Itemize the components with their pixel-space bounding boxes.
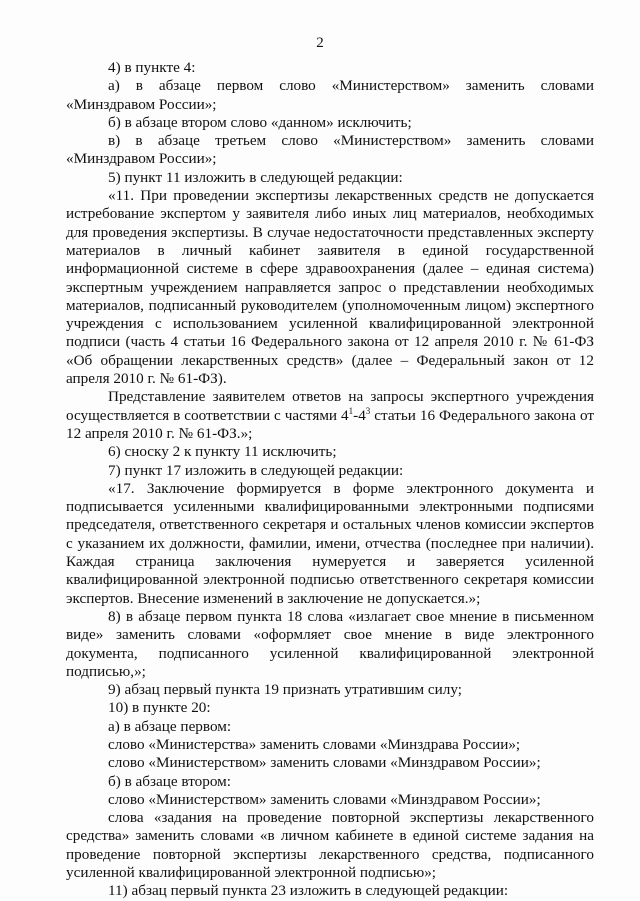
item-4b: б) в абзаце втором слово «данном» исключить;	[108, 113, 412, 131]
page-number: 2	[316, 35, 324, 51]
item-5-heading: 5) пункт 11 изложить в следующей редакции:	[108, 168, 403, 186]
item-11-heading: 11) абзац первый пункта 23 изложить в следующей редакции:	[108, 882, 509, 900]
item-4-heading: 4) в пункте 4:	[108, 59, 196, 76]
superscript: 1	[348, 405, 354, 416]
superscript: 3	[365, 405, 371, 416]
item-9: 9) абзац первый пункта 19 признать утратившим силу;	[108, 681, 462, 699]
item-10a-change-1: слово «Министерства» заменить словами «Минздрава России»;	[108, 735, 521, 753]
item-10a-change-2: слово «Министерством» заменить словами «Минздравом России»;	[108, 754, 541, 772]
item-4c: в) в абзаце третьем слово «Министерством» заменить словами «Минздравом России»;	[66, 132, 594, 168]
item-7-heading: 7) пункт 17 изложить в следующей редакции:	[108, 461, 404, 479]
item-10a: а) в абзаце первом:	[108, 717, 232, 735]
point-11-text: «11. При проведении экспертизы лекарственных средств не допускается истребование экспертом у заявителя либо иных лиц материалов, необходимых для проведения экспертизы. В случае недостаточности представленных эксперту материалов в личный кабинет заявителя в единой государственной информационной системе в сфере здравоохранения (далее – единая система) экспертным учреждением направляется запрос о представлении необходимых материалов, подписанный руководителем (уполномоченным лицом) экспертного учреждения с использованием усиленной квалифицированной электронной подписи (часть 4 статьи 16 Федерального закона от 12 апреля 2010 г. № 61-ФЗ «Об обращении лекарственных средств» (далее – Федеральный закон от 12 апреля 2010 г. № 61-ФЗ).	[66, 187, 594, 388]
point-11-second-paragraph	[66, 388, 594, 443]
text-run: Представление заявителем ответов на запросы экспертного учреждения осуществляется в соответствии с частями 4	[66, 388, 594, 424]
item-8: 8) в абзаце первом пункта 18 слова «излагает свое мнение в письменном виде» заменить словами «оформляет свое мнение в виде электронного документа, подписанного усиленной квалифицированной электронной подписью,»;	[66, 607, 594, 680]
document-body	[66, 59, 594, 901]
item-10b-change-2: слова «задания на проведение повторной экспертизы лекарственного средства» заменить словами «в личном кабинете в единой системе задания на проведение повторной экспертизы лекарственного средства, подписанного усиленной квалифицированной электронной подписью»;	[66, 809, 594, 882]
text-run: статьи 16 Федерального закона от 12 апреля 2010 г. № 61-ФЗ.»;	[66, 406, 594, 442]
item-10-heading: 10) в пункте 20:	[108, 699, 211, 717]
item-10b: б) в абзаце втором:	[108, 772, 231, 790]
item-4a: а) в абзаце первом слово «Министерством» заменить словами «Минздравом России»;	[66, 77, 594, 113]
text-run: -4	[353, 406, 366, 424]
point-17-text: «17. Заключение формируется в форме электронного документа и подписывается усиленными квалифицированными электронными подписями председателя, ответственного секретаря и остальных членов комиссии экспертов с указанием их должности, фамилии, имени, отчества (последнее при наличии). Каждая страница заключения нумеруется и заверяется усиленной квалифицированной электронной подписью ответственного секретаря комиссии экспертов. Внесение изменений в заключение не допускается.»;	[66, 479, 594, 607]
item-10b-change-1: слово «Министерством» заменить словами «Минздравом России»;	[108, 790, 541, 808]
item-6: 6) сноску 2 к пункту 11 исключить;	[108, 443, 337, 461]
